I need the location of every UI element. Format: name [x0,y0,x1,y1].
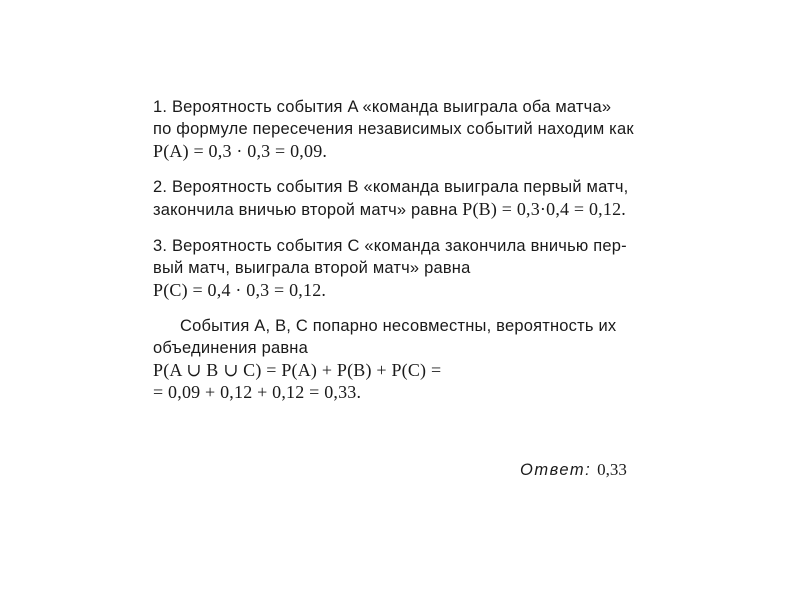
union-formula: P(A ∪ B ∪ C) = P(A) + P(B) + P(C) = [153,360,442,380]
item1-line1: 1. Вероятность события A «команда выиграла оба матча» [153,98,612,116]
item2-line1: 2. Вероятность события B «команда выиграла первый матч, [153,178,629,196]
item2-formula: P(B) = 0,3·0,4 = 0,12. [462,199,626,219]
item3-line2: вый матч, выиграла второй матч» равна [153,259,471,277]
conclusion-line2: объединения равна [153,339,308,357]
item1-line2: по формуле пересечения независимых событий находим как [153,120,634,138]
solution-text [153,96,653,403]
paragraph-gap [153,301,653,315]
paragraph-gap [153,221,653,235]
answer [520,459,627,481]
item1-formula: P(A) = 0,3 · 0,3 = 0,09. [153,141,328,161]
conclusion-line1: События A, B, C попарно несовместны, вероятность их [180,317,617,335]
item3-line1: 3. Вероятность события C «команда закончила вничью пер- [153,237,627,255]
answer-value: 0,33 [597,460,627,479]
paragraph-gap [153,162,653,176]
answer-label: Ответ: [520,461,592,479]
item2-line2-text: закончила вничью второй матч» равна [153,201,463,219]
item2-line2 [153,198,653,221]
item3-formula: P(C) = 0,4 · 0,3 = 0,12. [153,280,327,300]
union-result: = 0,09 + 0,12 + 0,12 = 0,33. [153,382,362,402]
